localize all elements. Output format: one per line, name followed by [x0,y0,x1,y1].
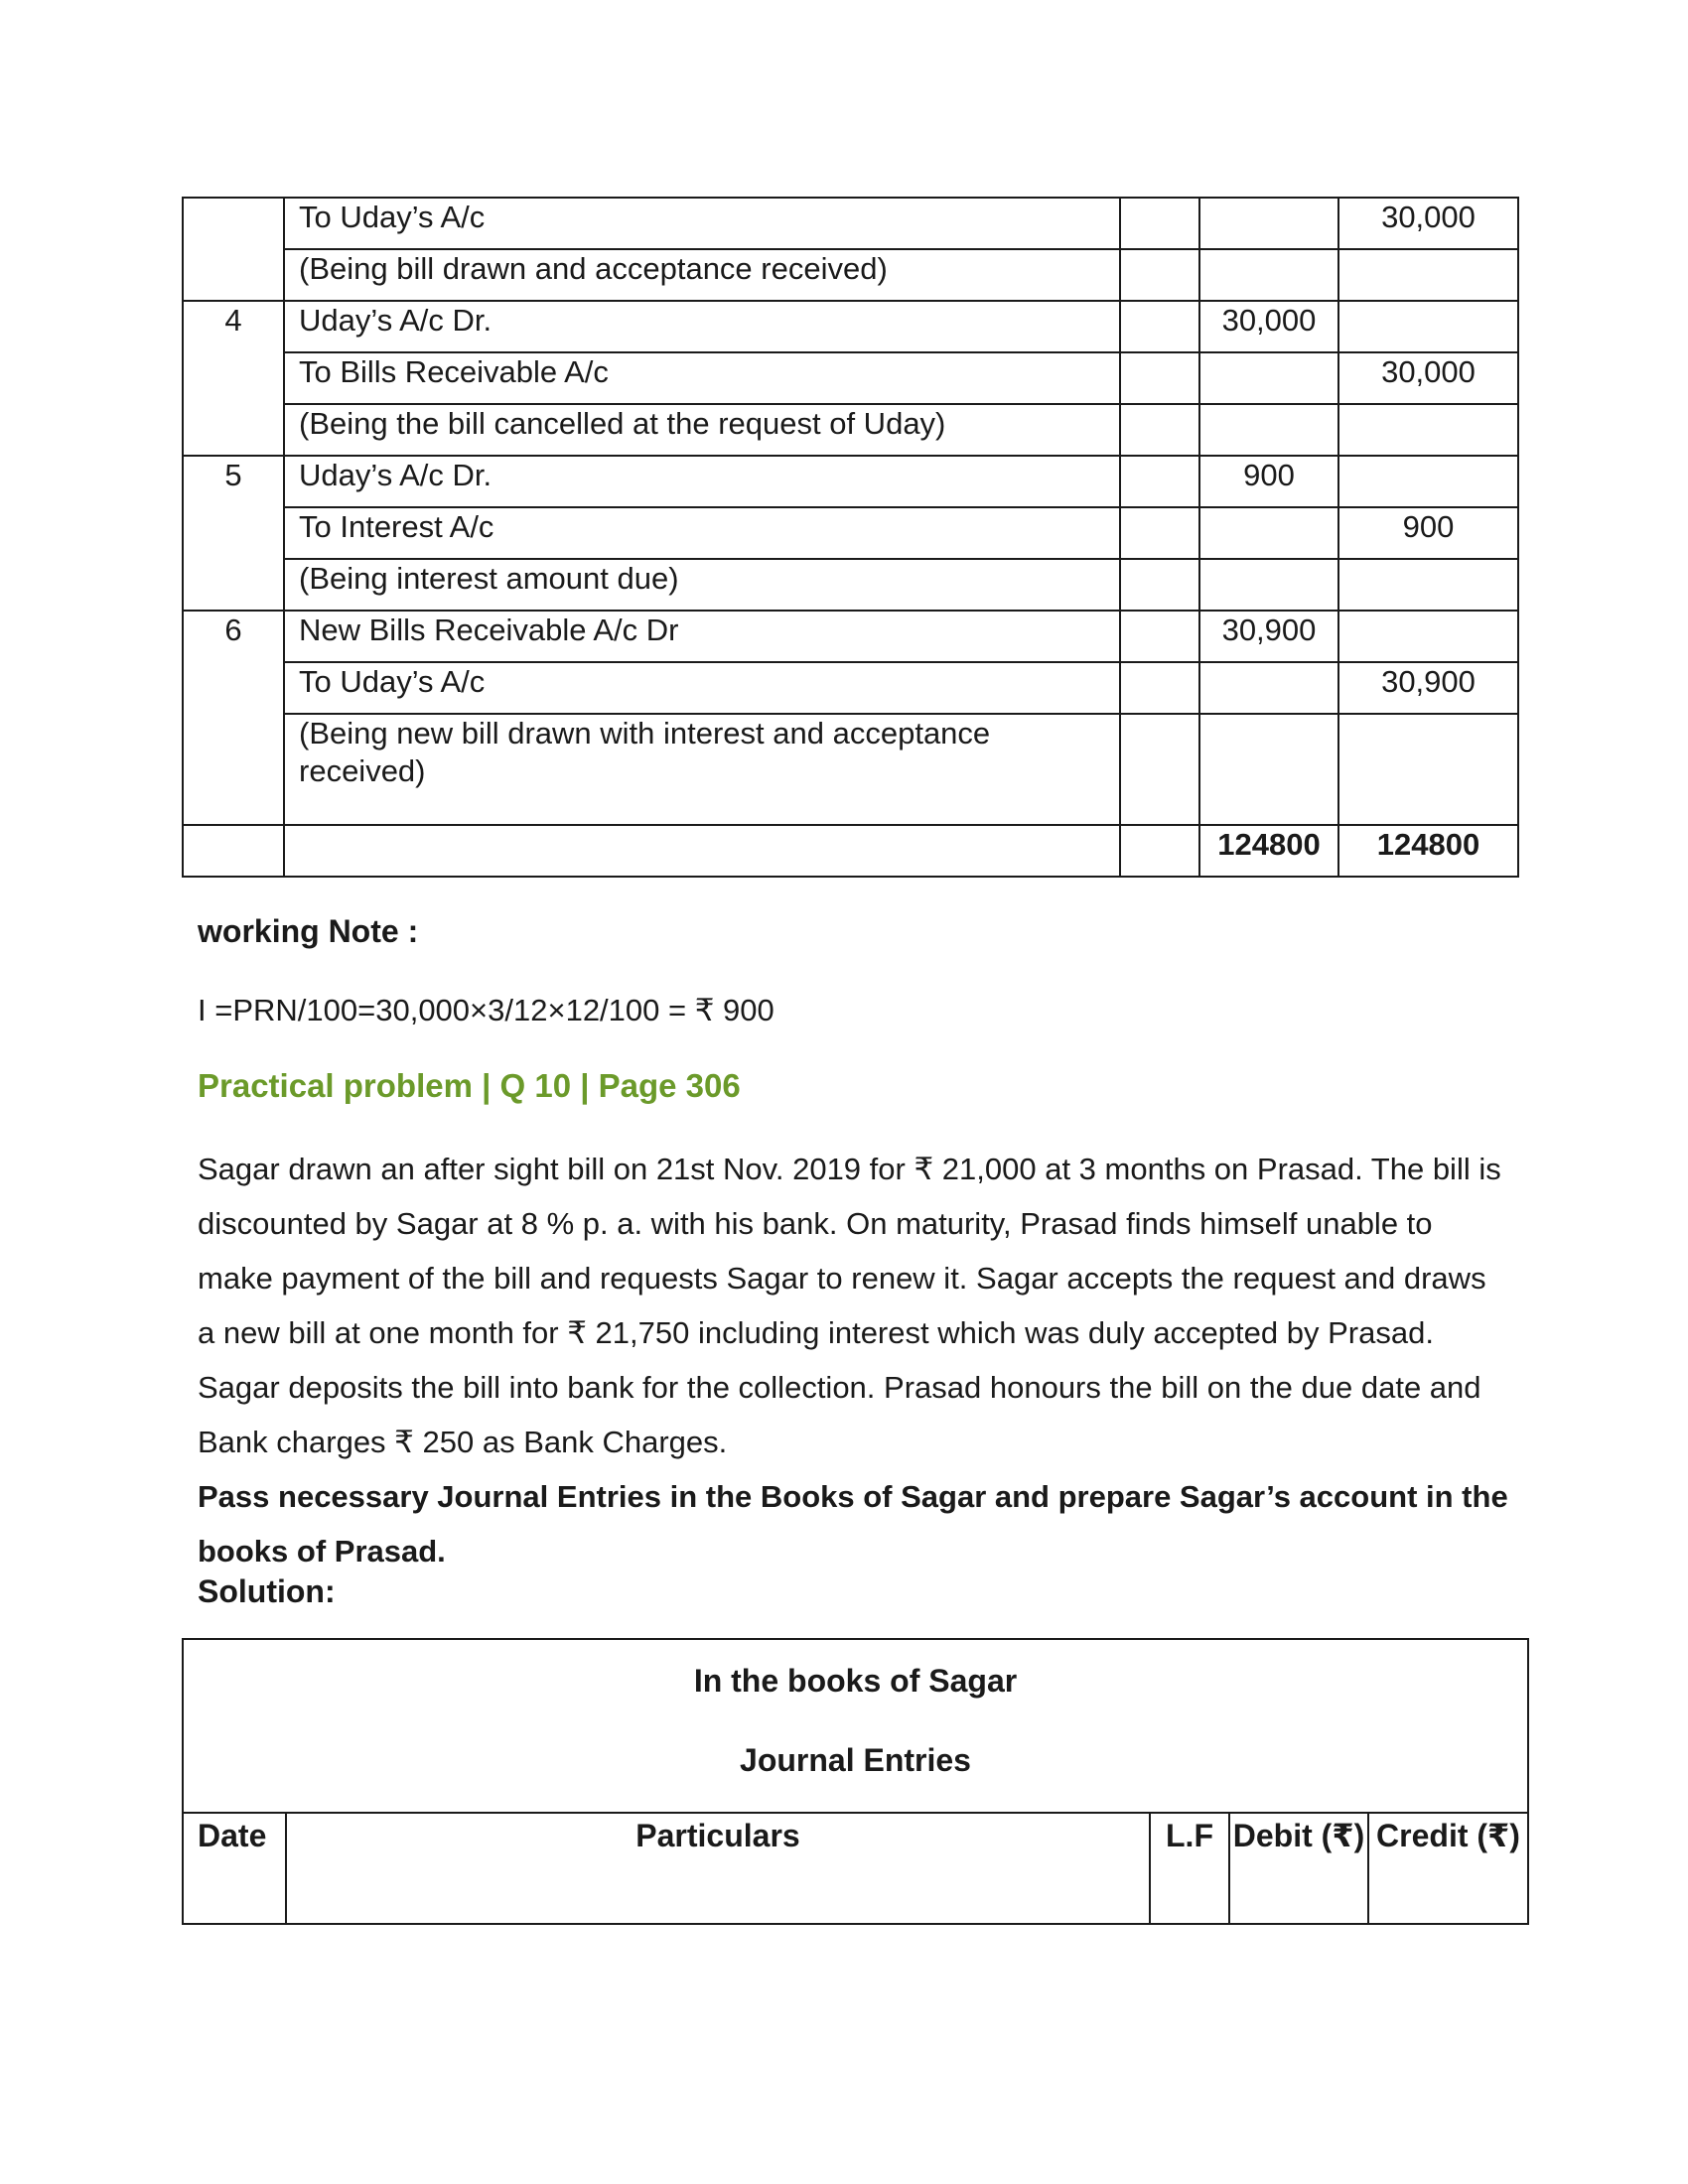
journal-entries-table [182,1638,1529,1925]
credit-total: 124800 [1338,825,1518,877]
debit-total: 124800 [1199,825,1338,877]
header-lf: L.F [1150,1813,1229,1924]
debit-cell [1199,662,1338,714]
solution-label: Solution: [198,1573,336,1609]
debit-cell [1199,714,1338,825]
journal-row [183,301,1518,352]
journal-row [183,507,1518,559]
problem-heading: Practical problem | Q 10 | Page 306 [198,1067,741,1104]
credit-cell [1338,611,1518,662]
particulars-cell: To Bills Receivable A/c [284,352,1120,404]
lf-cell [1120,352,1199,404]
particulars-cell: To Uday’s A/c [284,198,1120,249]
credit-cell [1338,456,1518,507]
journal-row [183,662,1518,714]
lf-cell [1120,611,1199,662]
debit-cell [1199,249,1338,301]
credit-cell [1338,301,1518,352]
credit-cell [1338,714,1518,825]
debit-cell [1199,198,1338,249]
debit-cell [1199,507,1338,559]
journal-row [183,352,1518,404]
particulars-cell: Uday’s A/c Dr. [284,301,1120,352]
credit-cell: 30,900 [1338,662,1518,714]
journal-row [183,249,1518,301]
particulars-cell: (Being interest amount due) [284,559,1120,611]
credit-cell: 900 [1338,507,1518,559]
lf-cell [1120,559,1199,611]
particulars-cell: New Bills Receivable A/c Dr [284,611,1120,662]
journal-row [183,456,1518,507]
particulars-cell: To Uday’s A/c [284,662,1120,714]
particulars-cell: (Being the bill cancelled at the request of Uday) [284,404,1120,456]
debit-cell [1199,352,1338,404]
books-title: In the books of Sagar [693,1663,1018,1699]
lf-cell [1120,404,1199,456]
title-row [183,1639,1528,1813]
lf-cell [1120,249,1199,301]
date-cell: 5 [183,456,284,611]
credit-cell [1338,559,1518,611]
header-date: Date [183,1813,286,1924]
header-debit: Debit (₹) [1229,1813,1368,1924]
credit-cell [1338,404,1518,456]
credit-cell: 30,000 [1338,352,1518,404]
date-cell [183,825,284,877]
lf-cell [1120,198,1199,249]
header-credit: Credit (₹) [1368,1813,1528,1924]
totals-row [183,825,1518,877]
debit-cell [1199,559,1338,611]
particulars-cell [284,825,1120,877]
problem-description: Sagar drawn an after sight bill on 21st Nov. 2019 for ₹ 21,000 at 3 months on Prasad. The bill is discounted by Sagar at 8 % p. a. with his bank. On maturity, Prasad finds himself unable to make payment of the bill and requests Sagar to renew it. Sagar accepts the request and draws a new bill at one month for ₹ 21,750 including interest which was duly accepted by Prasad. Sagar deposits the bill into bank for the collection. Prasad honours the bill on the due date and Bank charges ₹ 250 as Bank Charges. [198,1152,1501,1459]
journal-row [183,714,1518,825]
debit-cell: 30,000 [1199,301,1338,352]
problem-statement [198,1142,1508,1578]
working-note-heading: working Note : [198,913,419,949]
particulars-cell: (Being new bill drawn with interest and acceptance received) [284,714,1120,825]
credit-cell [1338,249,1518,301]
debit-cell: 30,900 [1199,611,1338,662]
working-note-formula: I =PRN/100=30,000×3/12×12/100 = ₹ 900 [198,993,774,1027]
problem-instruction: Pass necessary Journal Entries in the Books of Sagar and prepare Sagar’s account in the books of Prasad. [198,1479,1508,1569]
date-cell: 4 [183,301,284,456]
journal-row [183,559,1518,611]
lf-cell [1120,301,1199,352]
journal-entries-title: Journal Entries [740,1742,971,1778]
particulars-cell: (Being bill drawn and acceptance received) [284,249,1120,301]
table-title [183,1639,1528,1813]
lf-cell [1120,662,1199,714]
lf-cell [1120,714,1199,825]
particulars-cell: To Interest A/c [284,507,1120,559]
date-cell [183,198,284,301]
debit-cell: 900 [1199,456,1338,507]
credit-cell: 30,000 [1338,198,1518,249]
header-row [183,1813,1528,1924]
particulars-cell: Uday’s A/c Dr. [284,456,1120,507]
journal-continuation-table [182,197,1519,878]
lf-cell [1120,456,1199,507]
debit-cell [1199,404,1338,456]
header-particulars: Particulars [286,1813,1150,1924]
lf-cell [1120,507,1199,559]
lf-cell [1120,825,1199,877]
journal-row [183,198,1518,249]
journal-row [183,611,1518,662]
journal-row [183,404,1518,456]
date-cell: 6 [183,611,284,825]
